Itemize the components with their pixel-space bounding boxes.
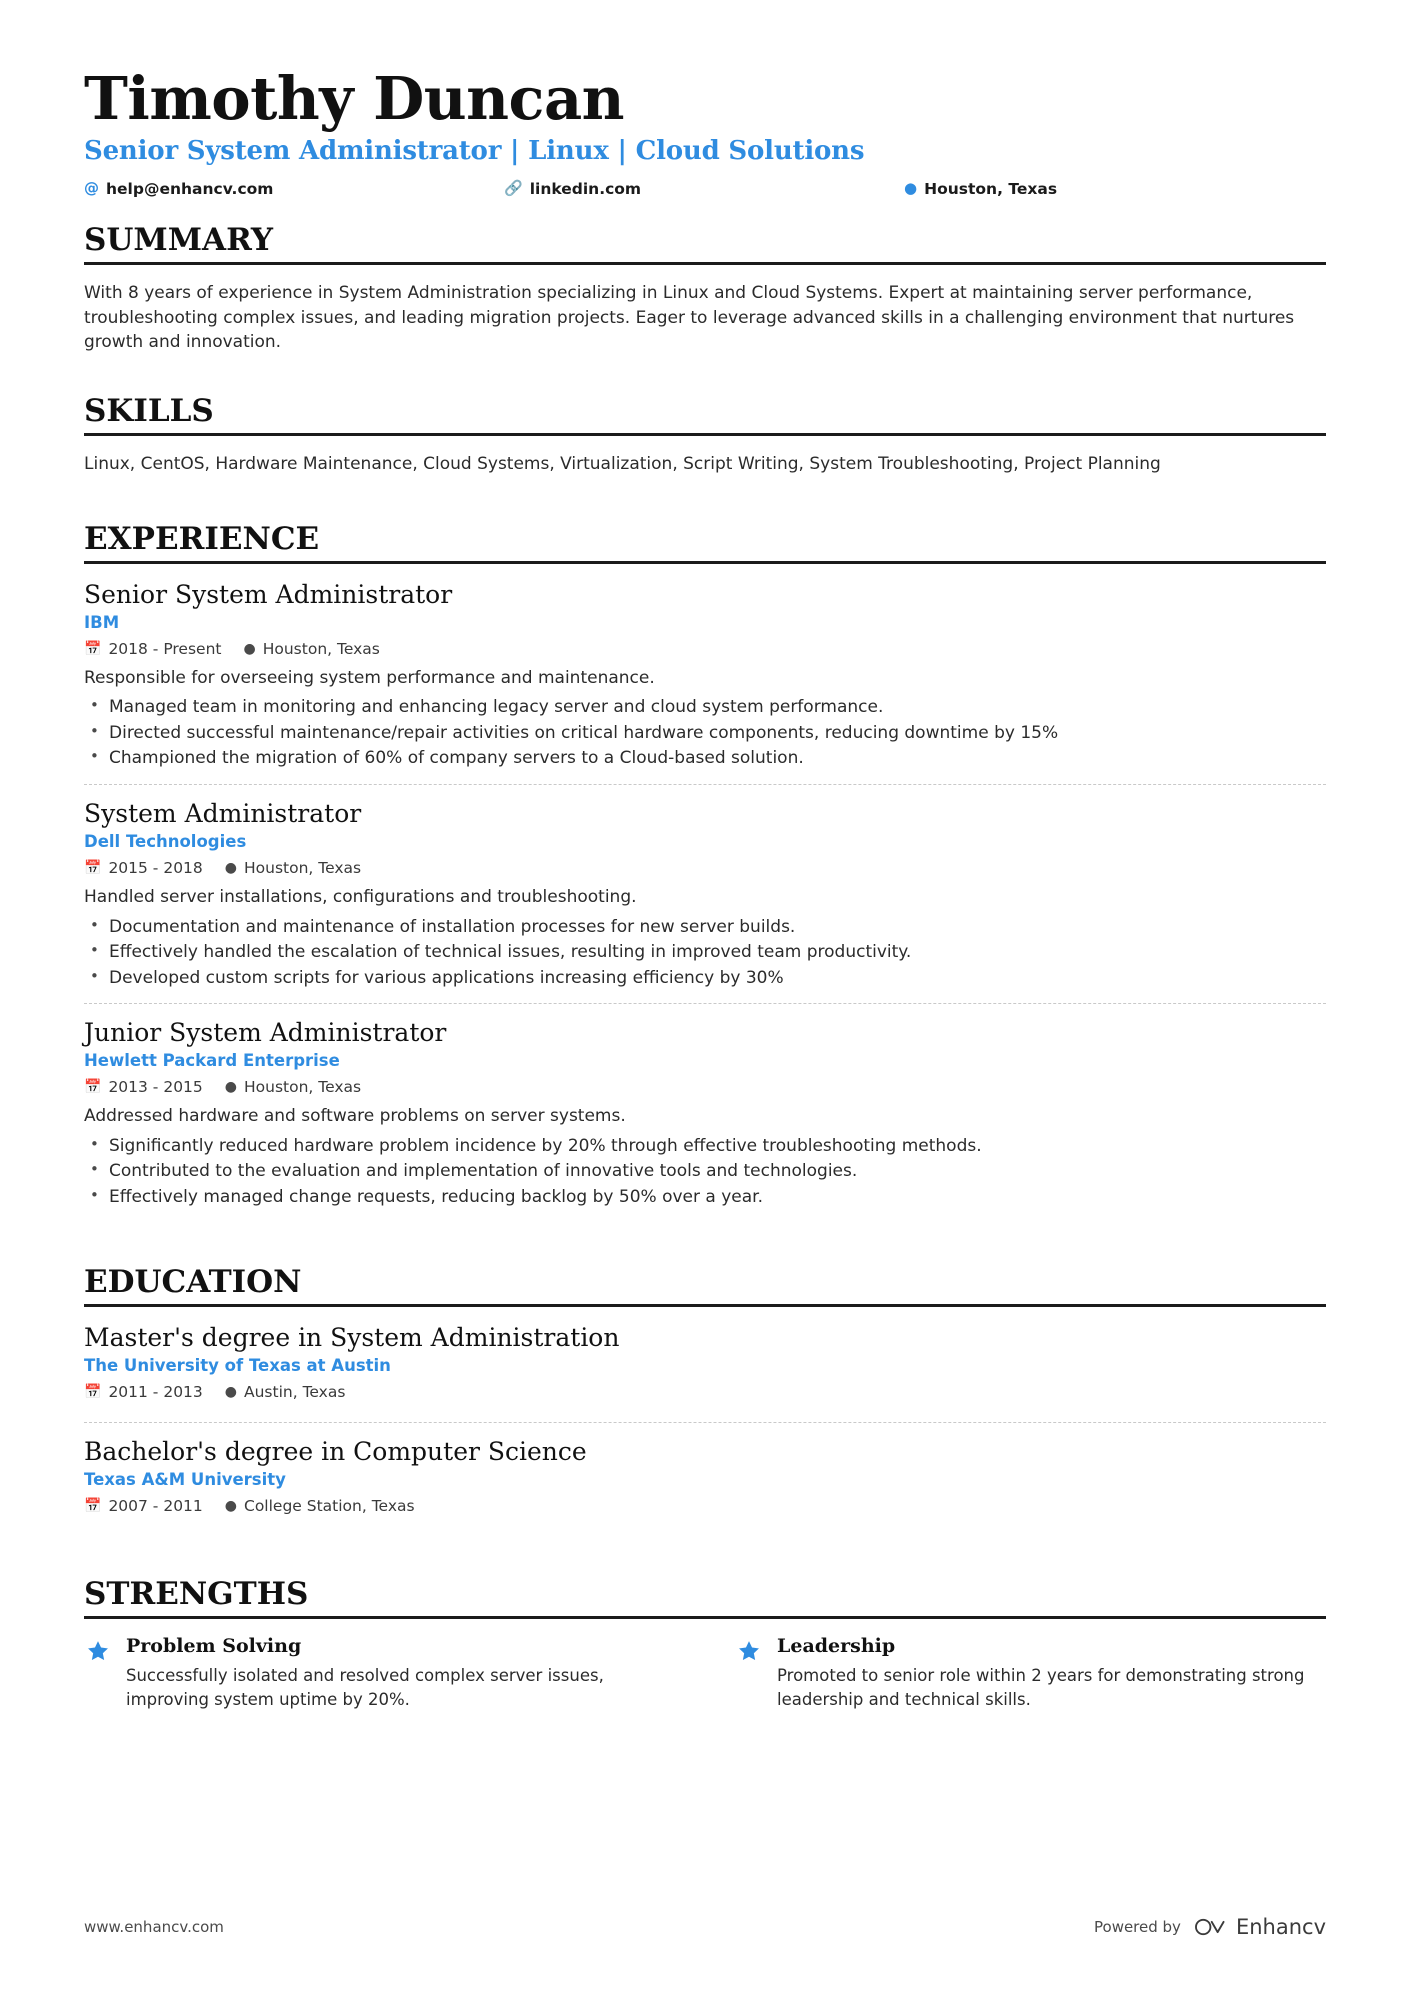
experience-location-text: Houston, Texas [244, 1078, 362, 1097]
education-school: The University of Texas at Austin [84, 1356, 391, 1376]
candidate-headline: Senior System Administrator | Linux | Cloud Solutions [84, 135, 865, 166]
location-pin-icon: ● [243, 640, 256, 657]
section-experience [84, 521, 1326, 1223]
contact-linkedin-text: linkedin.com [529, 179, 642, 198]
experience-entry [84, 580, 1326, 785]
experience-bullets [84, 915, 1326, 992]
list-item: • Significantly reduced hardware problem incidence by 20% through effective troubleshooting methods. [84, 1134, 1326, 1160]
education-degree: Bachelor's degree in Computer Science [84, 1437, 587, 1467]
list-item: • Directed successful maintenance/repair activities on critical hardware components, reducing downtime by 15% [84, 721, 1326, 747]
divider [84, 433, 1326, 436]
experience-location-text: Houston, Texas [262, 639, 380, 658]
experience-description: Addressed hardware and software problems on server systems. [84, 1106, 626, 1127]
contact-email-text: help@enhancv.com [106, 179, 274, 198]
education-dates-text: 2007 - 2011 [108, 1497, 203, 1516]
star-icon [735, 1637, 763, 1665]
education-location [225, 1383, 346, 1401]
footer-brand-block [1094, 1915, 1326, 1939]
section-education [84, 1264, 1326, 1536]
calendar-icon: 📅 [84, 1498, 102, 1515]
strengths-grid [84, 1635, 1326, 1712]
section-skills [84, 393, 1326, 477]
experience-meta [84, 1078, 1326, 1096]
list-item: • Championed the migration of 60% of company servers to a Cloud-based solution. [84, 746, 1326, 772]
contact-email[interactable] [84, 180, 504, 198]
experience-role: System Administrator [84, 798, 362, 828]
star-icon [84, 1637, 112, 1665]
section-strengths [84, 1576, 1326, 1712]
experience-meta [84, 640, 1326, 658]
section-title-summary: SUMMARY [84, 221, 274, 258]
experience-dates-text: 2018 - Present [108, 639, 222, 658]
enhancv-mark-icon [1193, 1916, 1227, 1938]
calendar-icon: 📅 [84, 640, 102, 657]
education-entry [84, 1437, 1326, 1536]
list-item: • Developed custom scripts for various applications increasing efficiency by 30% [84, 966, 1326, 992]
section-title-experience: EXPERIENCE [84, 520, 320, 557]
education-dates-text: 2011 - 2013 [108, 1383, 203, 1402]
enhancv-wordmark: Enhancv [1235, 1915, 1326, 1939]
experience-entry [84, 799, 1326, 1004]
strength-description: Promoted to senior role within 2 years for demonstrating strong leadership and technical skills. [777, 1666, 1305, 1710]
strength-item [84, 1635, 675, 1712]
experience-dates [84, 1078, 203, 1096]
contact-linkedin[interactable] [504, 180, 904, 198]
education-location [225, 1497, 415, 1515]
summary-text: With 8 years of experience in System Administration specializing in Linux and Cloud Systems. Expert at maintaining server performance, troubleshooting complex issues, and leading migration projects. Eager to leverage advanced skills in a challenging environment that nurtures growth and innovation. [84, 282, 1295, 353]
section-summary [84, 222, 1326, 355]
location-pin-icon: ● [224, 1498, 237, 1515]
section-title-strengths: STRENGTHS [84, 1576, 309, 1613]
enhancv-logo [1193, 1915, 1326, 1939]
location-pin-icon: ● [224, 1384, 237, 1401]
strength-title: Problem Solving [126, 1635, 302, 1658]
section-title-education: EDUCATION [84, 1264, 302, 1301]
experience-location-text: Houston, Texas [244, 858, 362, 877]
contact-row [84, 180, 1326, 198]
divider [84, 1304, 1326, 1307]
experience-bullets [84, 1134, 1326, 1211]
experience-dates [84, 859, 203, 877]
list-item: • Contributed to the evaluation and implementation of innovative tools and technologies. [84, 1159, 1326, 1185]
location-pin-icon: ● [224, 1079, 237, 1096]
experience-location [225, 1078, 361, 1096]
experience-description: Handled server installations, configurations and troubleshooting. [84, 886, 637, 907]
experience-company: Dell Technologies [84, 831, 247, 851]
contact-location [904, 180, 1326, 198]
skills-text: Linux, CentOS, Hardware Maintenance, Cloud Systems, Virtualization, Script Writing, System Troubleshooting, Project Planning [84, 453, 1161, 474]
divider [84, 1616, 1326, 1619]
section-title-skills: SKILLS [84, 392, 214, 429]
education-dates [84, 1383, 203, 1401]
education-dates [84, 1497, 203, 1515]
experience-dates-text: 2013 - 2015 [108, 1078, 203, 1097]
divider [84, 262, 1326, 265]
experience-location [225, 859, 361, 877]
experience-description: Responsible for overseeing system performance and maintenance. [84, 667, 655, 688]
experience-entry [84, 1018, 1326, 1222]
location-pin-icon: ● [224, 859, 237, 876]
page-footer [84, 1915, 1326, 1939]
education-degree: Master's degree in System Administration [84, 1323, 620, 1353]
location-pin-icon: ● [904, 179, 918, 198]
education-entry [84, 1323, 1326, 1423]
education-location-text: Austin, Texas [244, 1383, 346, 1402]
education-meta [84, 1383, 1326, 1401]
experience-company: Hewlett Packard Enterprise [84, 1051, 340, 1071]
strength-title: Leadership [777, 1635, 896, 1658]
footer-website[interactable]: www.enhancv.com [84, 1918, 224, 1936]
resume-header [84, 64, 1326, 198]
experience-location [244, 640, 380, 658]
experience-role: Senior System Administrator [84, 579, 453, 609]
calendar-icon: 📅 [84, 1384, 102, 1401]
calendar-icon: 📅 [84, 859, 102, 876]
strength-description: Successfully isolated and resolved complex server issues, improving system uptime by 20%. [126, 1666, 604, 1710]
strength-item [735, 1635, 1326, 1712]
list-item: • Documentation and maintenance of installation processes for new server builds. [84, 915, 1326, 941]
footer-powered-by: Powered by [1094, 1918, 1181, 1936]
education-meta [84, 1497, 1326, 1515]
list-item: • Managed team in monitoring and enhancing legacy server and cloud system performance. [84, 695, 1326, 721]
list-item: • Effectively managed change requests, reducing backlog by 50% over a year. [84, 1185, 1326, 1211]
experience-dates-text: 2015 - 2018 [108, 858, 203, 877]
experience-dates [84, 640, 222, 658]
list-item: • Effectively handled the escalation of technical issues, resulting in improved team productivity. [84, 940, 1326, 966]
education-school: Texas A&M University [84, 1470, 286, 1490]
experience-role: Junior System Administrator [84, 1018, 447, 1048]
education-location-text: College Station, Texas [244, 1497, 415, 1516]
email-icon: @ [84, 179, 99, 198]
contact-location-text: Houston, Texas [924, 179, 1058, 198]
candidate-name: Timothy Duncan [84, 64, 625, 133]
experience-meta [84, 859, 1326, 877]
link-icon: 🔗 [504, 179, 523, 198]
divider [84, 561, 1326, 564]
experience-bullets [84, 695, 1326, 772]
calendar-icon: 📅 [84, 1079, 102, 1096]
experience-company: IBM [84, 612, 120, 632]
